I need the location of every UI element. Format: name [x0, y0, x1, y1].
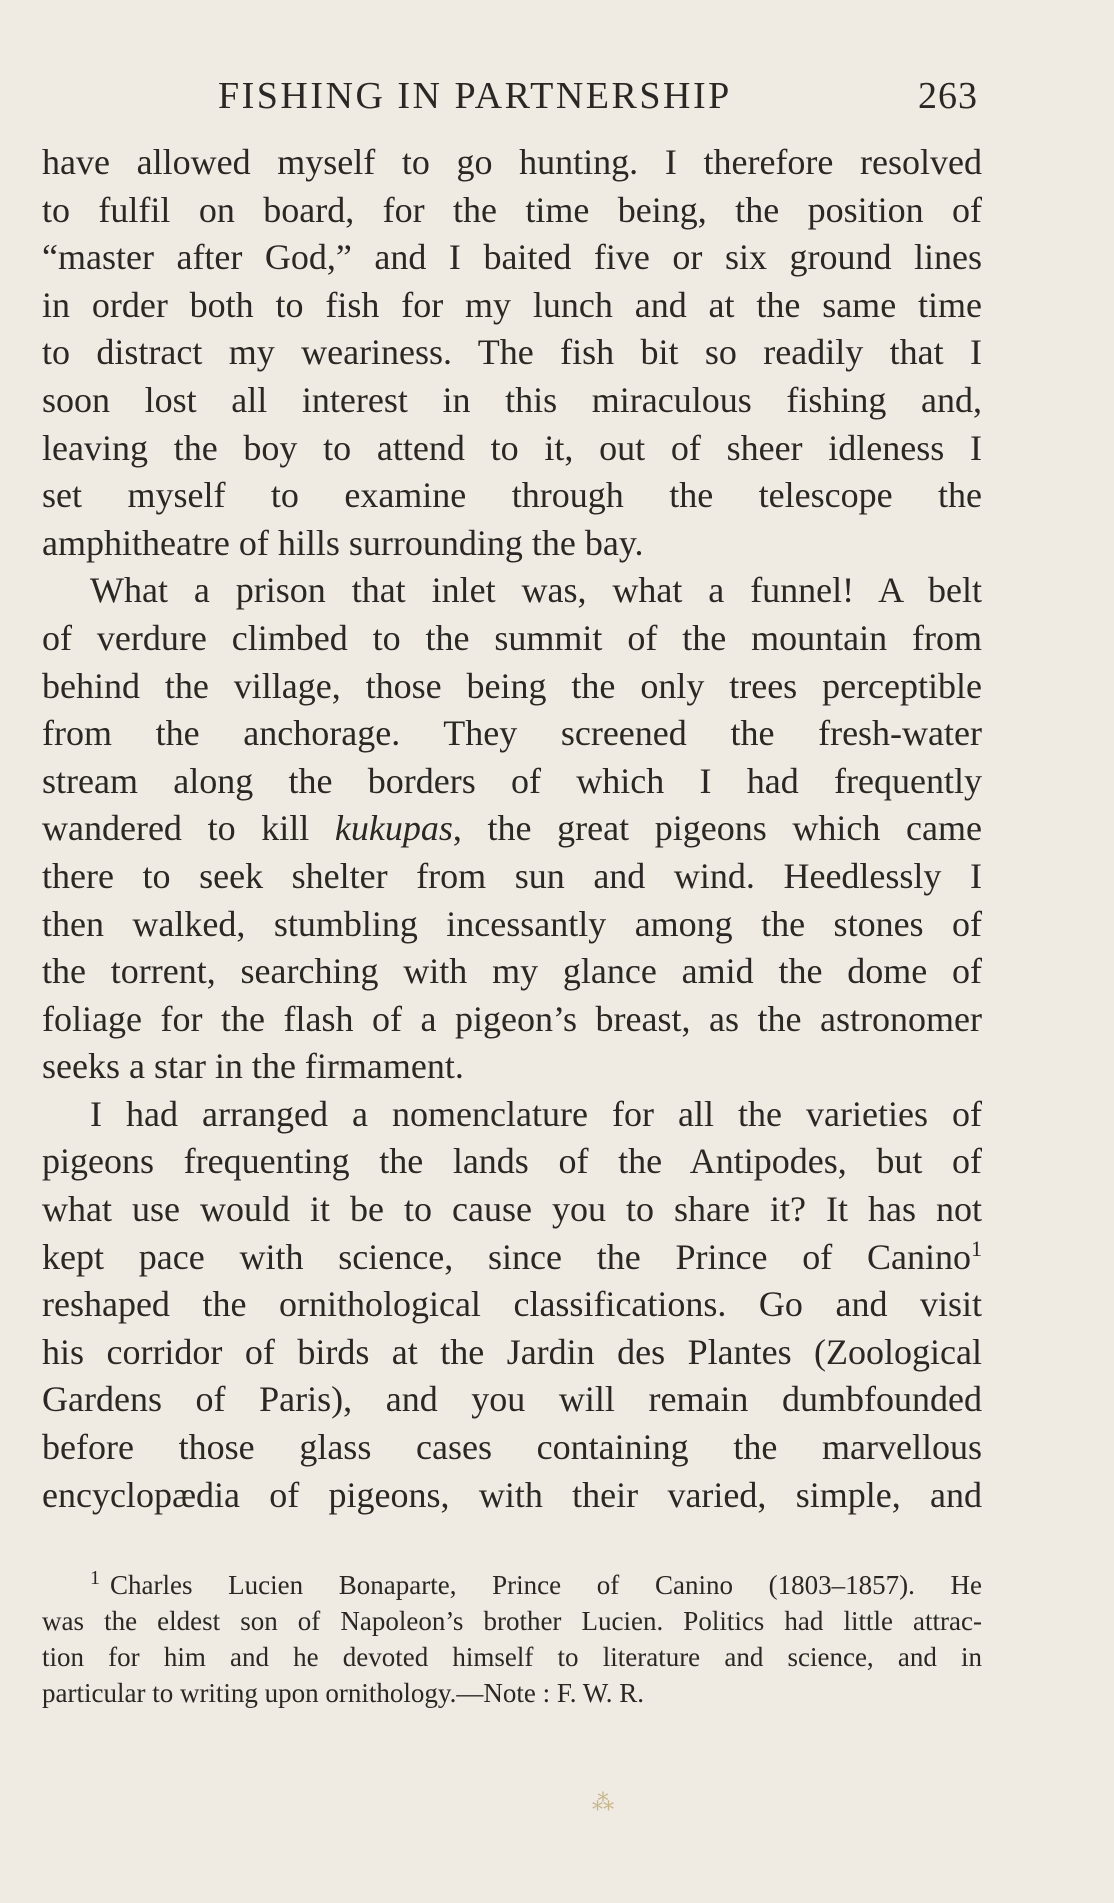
text-line: encyclopædia of pigeons, with their varied, simple, and [42, 1474, 982, 1515]
text-line: from the anchorage. They screened the fresh-water [42, 713, 982, 754]
text-line-paragraph-start: What a prison that inlet was, what a funnel! A belt [90, 570, 982, 611]
text-line: in order both to fish for my lunch and at the same time [42, 284, 982, 325]
text-line: pigeons frequenting the lands of the Antipodes, but of [42, 1141, 982, 1182]
text-line: the torrent, searching with my glance amid the dome of [42, 951, 982, 992]
text-line: there to seek shelter from sun and wind. Heedlessly I [42, 855, 982, 896]
text-line-with-footnote-ref [42, 1234, 982, 1282]
text-segment: , the great pigeons which came [452, 808, 982, 849]
footnote-line: was the eldest son of Napoleon’s brother Lucien. Politics had little attrac- [42, 1606, 982, 1636]
text-line-paragraph-end: seeks a star in the firmament. [42, 1046, 464, 1087]
footnote-line: tion for him and he devoted himself to literature and science, and in [42, 1642, 982, 1672]
footnote [42, 1567, 982, 1711]
page-number: 263 [918, 75, 978, 117]
running-header [0, 66, 1114, 126]
text-line: then walked, stumbling incessantly among the stones of [42, 903, 982, 944]
text-line: leaving the boy to attend to it, out of sheer idleness I [42, 427, 982, 468]
paper-speck: ⁂ [592, 1790, 614, 1815]
text-line: his corridor of birds at the Jardin des Plantes (Zoological [42, 1331, 982, 1372]
text-line: behind the village, those being the only trees perceptible [42, 665, 982, 706]
text-line: have allowed myself to go hunting. I therefore resolved [42, 142, 982, 182]
footnote-reference: 1 [971, 1235, 982, 1261]
body-text [42, 139, 982, 1519]
text-line: soon lost all interest in this miraculous fishing and, [42, 379, 982, 420]
text-line: stream along the borders of which I had frequently [42, 760, 982, 801]
running-title: FISHING IN PARTNERSHIP [218, 75, 732, 117]
footnote-line: particular to writing upon ornithology.—Note : F. W. R. [42, 1678, 645, 1708]
text-line-with-italic [42, 805, 982, 853]
text-segment: kept pace with science, since the Prince of Canino [42, 1236, 971, 1277]
text-line: to distract my weariness. The fish bit so readily that I [42, 332, 982, 373]
text-line: of verdure climbed to the summit of the mountain from [42, 617, 982, 658]
footnote-marker: 1 [90, 1567, 100, 1589]
text-line: before those glass cases containing the marvellous [42, 1427, 982, 1468]
text-line-paragraph-start: I had arranged a nomenclature for all the varieties of [90, 1093, 982, 1134]
footnote-line [42, 1567, 982, 1603]
italic-word: kukupas [334, 808, 453, 849]
text-line: to fulfil on board, for the time being, the position of [42, 189, 982, 230]
footnote-text: Charles Lucien Bonaparte, Prince of Canino (1803–1857). He [110, 1570, 982, 1600]
text-line-paragraph-end: amphitheatre of hills surrounding the bay. [42, 522, 644, 563]
text-line: set myself to examine through the telescope the [42, 475, 982, 516]
text-line: reshaped the ornithological classifications. Go and visit [42, 1284, 982, 1325]
text-segment: wandered to kill [42, 808, 335, 849]
text-line: “master after God,” and I baited five or six ground lines [42, 237, 982, 278]
text-line: foliage for the flash of a pigeon’s breast, as the astronomer [42, 998, 982, 1039]
text-line: Gardens of Paris), and you will remain dumbfounded [42, 1379, 982, 1420]
text-line: what use would it be to cause you to share it? It has not [42, 1189, 982, 1230]
